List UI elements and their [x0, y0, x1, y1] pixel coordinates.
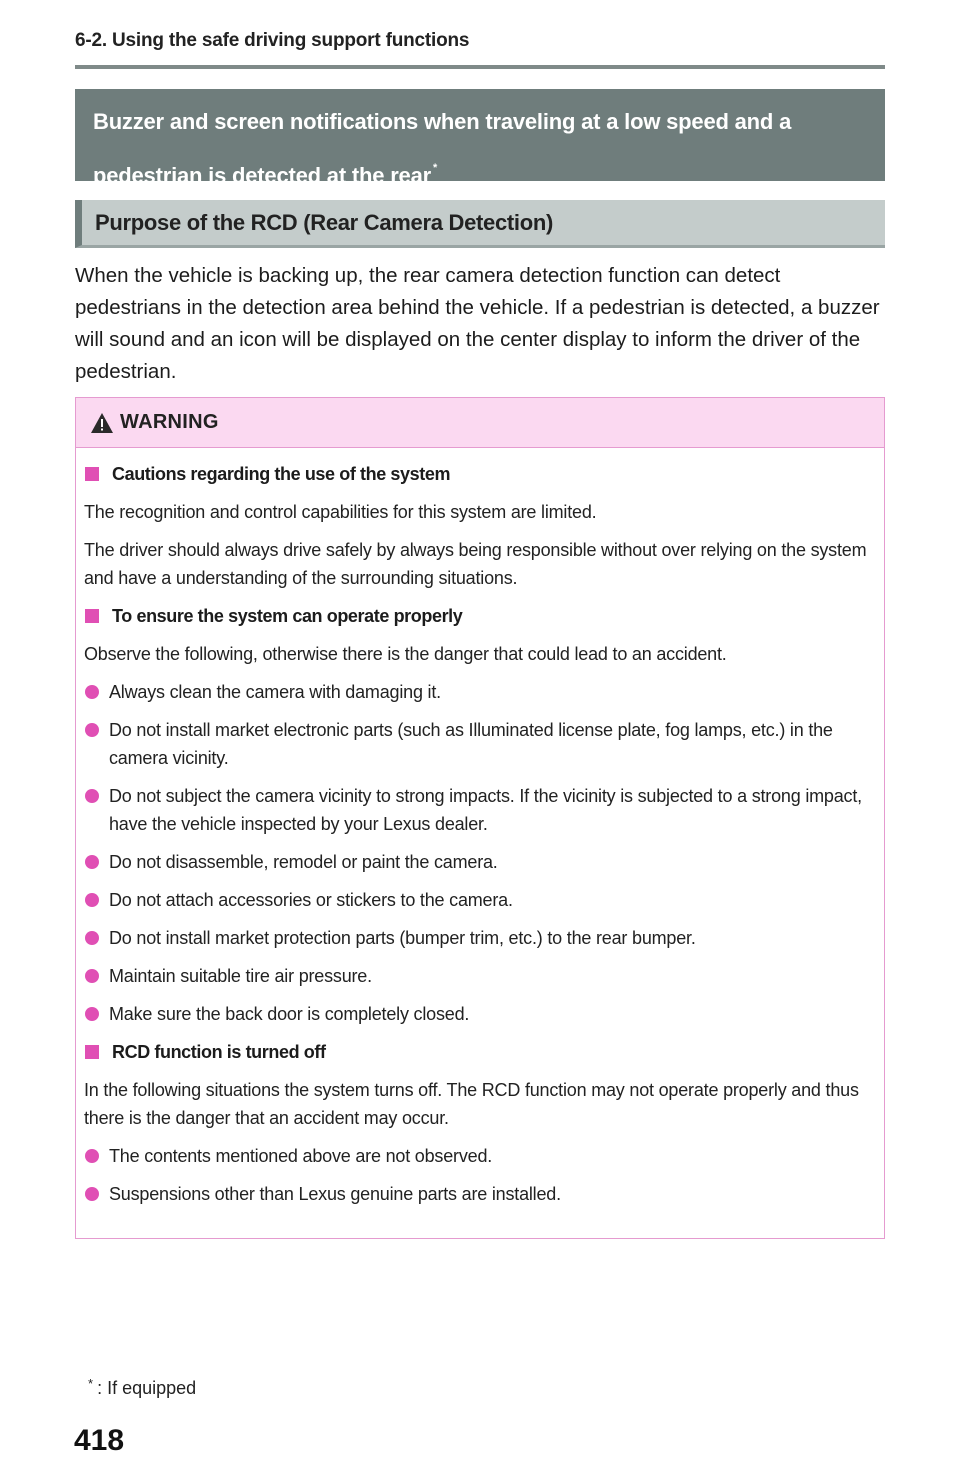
warning-header [76, 398, 884, 448]
warning-label: WARNING [120, 411, 219, 433]
bullet-text: Do not disassemble, remodel or paint the camera. [109, 852, 498, 872]
warning-section-title-text: To ensure the system can operate properly [112, 605, 463, 626]
warning-bullet-item [84, 924, 879, 952]
bullet-text: Make sure the back door is completely closed. [109, 1004, 470, 1024]
bullet-text: Suspensions other than Lexus genuine parts are installed. [109, 1184, 561, 1204]
intro-paragraph: When the vehicle is backing up, the rear camera detection function can detect pedestrians in the detection area behind the vehicle. If a pedestrian is detected, a buzzer will sound and an icon will be displayed on the center display to inform the driver of the pedestrian. [75, 264, 880, 383]
bullet-text: Do not subject the camera vicinity to strong impacts. If the vicinity is subjected to a strong impact, have the vehicle inspected by your Lexus dealer. [109, 786, 862, 834]
warning-triangle-icon [90, 412, 114, 434]
warning-paragraph: The driver should always drive safely by always being responsible without over relying on the system and have a understanding of the surrounding situations. [84, 540, 867, 588]
warning-section-title [84, 1038, 879, 1066]
section-title-line-1: Buzzer and screen notifications when traveling at a low speed and a [93, 109, 792, 134]
section-title-line-2-text: pedestrian is detected at the rear [93, 163, 431, 188]
subsection-title-box [75, 200, 885, 248]
page-number: 418 [74, 1424, 125, 1457]
warning-bullet-item [84, 782, 879, 838]
bullet-text: Maintain suitable tire air pressure. [109, 966, 372, 986]
circle-bullet-icon [85, 789, 99, 803]
bullet-text: Always clean the camera with damaging it. [109, 682, 441, 702]
warning-section-title-text: Cautions regarding the use of the system [112, 463, 451, 484]
circle-bullet-icon [85, 969, 99, 983]
circle-bullet-icon [85, 723, 99, 737]
warning-bullet-item [84, 962, 879, 990]
square-bullet-icon [85, 609, 99, 623]
warning-bullet-item [84, 1000, 879, 1028]
header-rule [75, 65, 885, 69]
footnote [88, 1376, 196, 1399]
warning-paragraph: Observe the following, otherwise there is the danger that could lead to an accident. [84, 644, 727, 664]
circle-bullet-icon [85, 931, 99, 945]
warning-bullet-item [84, 886, 879, 914]
warning-section-title [84, 602, 879, 630]
section-title-line-2 [93, 145, 867, 199]
section-header: 6-2. Using the safe driving support functions [75, 30, 470, 51]
warning-bullet-item [84, 1180, 879, 1208]
warning-paragraph: In the following situations the system turns off. The RCD function may not operate properly and thus there is the danger that an accident may occur. [84, 1080, 859, 1128]
circle-bullet-icon [85, 1187, 99, 1201]
footnote-text: : If equipped [97, 1378, 197, 1398]
warning-box [75, 397, 885, 1239]
warning-bullet-item [84, 678, 879, 706]
warning-bullet-item [84, 716, 879, 772]
circle-bullet-icon [85, 1149, 99, 1163]
warning-section-title [84, 460, 879, 488]
warning-paragraph: The recognition and control capabilities for this system are limited. [84, 502, 597, 522]
warning-section-title-text: RCD function is turned off [112, 1041, 326, 1062]
footnote-marker: * [88, 1376, 94, 1391]
warning-bullet-item [84, 1142, 879, 1170]
warning-bullet-item [84, 848, 879, 876]
warning-body [84, 458, 879, 1208]
bullet-text: Do not install market electronic parts (such as Illuminated license plate, fog lamps, etc.) in the camera vicinity. [109, 720, 833, 768]
circle-bullet-icon [85, 685, 99, 699]
circle-bullet-icon [85, 1007, 99, 1021]
subsection-title: Purpose of the RCD (Rear Camera Detection) [95, 210, 554, 235]
square-bullet-icon [85, 1045, 99, 1059]
footnote-marker: * [433, 162, 438, 174]
circle-bullet-icon [85, 855, 99, 869]
section-title-box [75, 89, 885, 188]
circle-bullet-icon [85, 893, 99, 907]
bullet-text: The contents mentioned above are not observed. [109, 1146, 493, 1166]
square-bullet-icon [85, 467, 99, 481]
bullet-text: Do not install market protection parts (bumper trim, etc.) to the rear bumper. [109, 928, 696, 948]
bullet-text: Do not attach accessories or stickers to the camera. [109, 890, 513, 910]
